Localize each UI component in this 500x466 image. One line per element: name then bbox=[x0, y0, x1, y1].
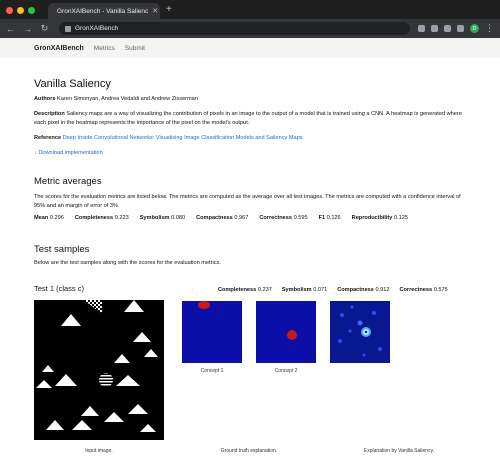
site-brand[interactable]: GronXAIBench bbox=[34, 44, 84, 52]
metric-label: Completeness bbox=[74, 215, 114, 221]
share-icon[interactable] bbox=[418, 25, 425, 32]
test-samples-text: Below are the test samples along with the scores for the evaluation metrics. bbox=[34, 260, 221, 266]
back-icon[interactable]: ← bbox=[6, 23, 15, 34]
metric-label: Correctness bbox=[259, 215, 292, 221]
profile-avatar[interactable]: D bbox=[470, 24, 479, 33]
reference-link[interactable]: Deep Inside Convolutional Networks: Visualising Image Classification Models and Saliency Maps bbox=[62, 135, 303, 141]
concept2-caption: Concept 2 bbox=[274, 368, 298, 374]
test1-score-completeness bbox=[218, 287, 272, 293]
ground-truth-caption: Ground truth explanation. bbox=[220, 448, 278, 454]
test1-score-value: 0.237 bbox=[257, 287, 272, 293]
metric-averages-list bbox=[34, 215, 474, 221]
concept2-heatmap bbox=[256, 301, 316, 363]
menu-icon[interactable]: ⋮ bbox=[485, 23, 494, 33]
test1-heading: Test 1 (class c) bbox=[34, 284, 85, 293]
metric-value: 0.125 bbox=[393, 215, 408, 221]
browser-toolbar bbox=[0, 19, 500, 38]
description-label: Description bbox=[34, 111, 65, 117]
browser-chrome bbox=[0, 0, 500, 38]
reload-icon[interactable]: ↻ bbox=[40, 23, 49, 33]
browser-tab[interactable] bbox=[48, 3, 160, 19]
metric-label: Symbolism bbox=[139, 215, 170, 221]
nav-submit-link[interactable]: Submit bbox=[124, 44, 145, 52]
extensions-icon[interactable] bbox=[444, 25, 451, 32]
concept1-heatmap bbox=[182, 301, 242, 363]
metric-value: 0.080 bbox=[171, 215, 186, 221]
test1-score-value: 0.912 bbox=[375, 287, 390, 293]
authors-label: Authors bbox=[34, 96, 56, 102]
address-bar[interactable] bbox=[59, 22, 410, 35]
metric-reproducibility bbox=[352, 215, 408, 221]
metric-mean bbox=[34, 215, 64, 221]
metric-value: 0.296 bbox=[49, 215, 64, 221]
metric-label: F1 bbox=[318, 215, 326, 221]
site-navbar bbox=[0, 38, 500, 58]
description bbox=[34, 110, 464, 127]
input-image-caption: Input image. bbox=[85, 448, 113, 454]
tab-title: GronXAIBench - Vanilla Salienc bbox=[57, 7, 149, 15]
test1-scores bbox=[218, 287, 448, 293]
metric-value: 0.126 bbox=[326, 215, 341, 221]
page-title: Vanilla Saliency bbox=[34, 78, 111, 90]
reference-line bbox=[34, 135, 303, 141]
test1-score-compactness bbox=[337, 287, 389, 293]
test1-score-label: Symbolism bbox=[281, 287, 312, 293]
saliency-heatmap-noise bbox=[330, 301, 390, 363]
download-link[interactable]: ↓ Download implementation bbox=[34, 150, 103, 156]
bookmark-star-icon[interactable] bbox=[431, 25, 438, 32]
authors-line bbox=[34, 96, 198, 102]
lock-icon bbox=[65, 26, 71, 32]
metric-f1 bbox=[319, 215, 341, 221]
metric-averages-heading: Metric averages bbox=[34, 176, 102, 187]
input-image-shapes bbox=[34, 300, 164, 440]
description-text: Saliency maps are a way of visualizing the contribution of pixels in an image to the output of a model that is trained using a CNN. A heatmap is generated where each pixel in the heatmap represents the importance of the pixel on the model's output. bbox=[34, 111, 462, 126]
authors-value: Karen Simonyan, Andrea Vedaldi and Andrew Zisserman bbox=[57, 96, 198, 102]
metric-label: Mean bbox=[34, 215, 49, 221]
test1-score-label: Completeness bbox=[218, 287, 257, 293]
metric-completeness bbox=[75, 215, 129, 221]
metric-symbolism bbox=[140, 215, 185, 221]
metric-correctness bbox=[259, 215, 307, 221]
nav-metrics-link[interactable]: Metrics bbox=[93, 44, 115, 52]
concept1-heatmap-spot bbox=[182, 301, 242, 363]
input-image bbox=[34, 300, 164, 440]
close-tab-icon[interactable]: ✕ bbox=[152, 8, 159, 15]
test1-score-value: 0.071 bbox=[313, 287, 328, 293]
explanation-caption: Explanation by Vanilla Saliency. bbox=[363, 448, 435, 454]
reference-label: Reference bbox=[34, 135, 62, 141]
sidebar-icon[interactable] bbox=[457, 25, 464, 32]
maximize-window-button[interactable] bbox=[28, 7, 35, 14]
forward-icon[interactable]: → bbox=[23, 23, 32, 34]
tab-bar bbox=[0, 0, 500, 19]
toolbar-icons bbox=[418, 23, 494, 34]
metric-label: Reproducibility bbox=[351, 215, 393, 221]
test1-score-symbolism bbox=[282, 287, 327, 293]
concept1-caption: Concept 1 bbox=[200, 368, 224, 374]
test-samples-heading: Test samples bbox=[34, 244, 90, 255]
close-window-button[interactable] bbox=[6, 7, 13, 14]
new-tab-button[interactable]: + bbox=[166, 4, 172, 15]
test1-score-label: Compactness bbox=[337, 287, 374, 293]
metric-value: 0.595 bbox=[293, 215, 308, 221]
saliency-heatmap bbox=[330, 301, 390, 363]
minimize-window-button[interactable] bbox=[17, 7, 24, 14]
metric-value: 0.223 bbox=[114, 215, 129, 221]
address-text: GronXAIBench bbox=[75, 25, 119, 32]
metric-averages-text: The scores for the evaluation metrics are listed below. The metrics are computed as the average over all test images. The metrics are computed with a confidence interval of 95% and an margin of error of 3%. bbox=[34, 194, 461, 209]
concept2-heatmap-spot bbox=[256, 301, 316, 363]
test1-score-label: Correctness bbox=[399, 287, 433, 293]
metric-label: Compactness bbox=[196, 215, 233, 221]
test1-score-value: 0.575 bbox=[433, 287, 448, 293]
test1-score-correctness bbox=[399, 287, 447, 293]
metric-value: 0.967 bbox=[234, 215, 249, 221]
metric-compactness bbox=[196, 215, 248, 221]
window-controls bbox=[6, 7, 35, 14]
